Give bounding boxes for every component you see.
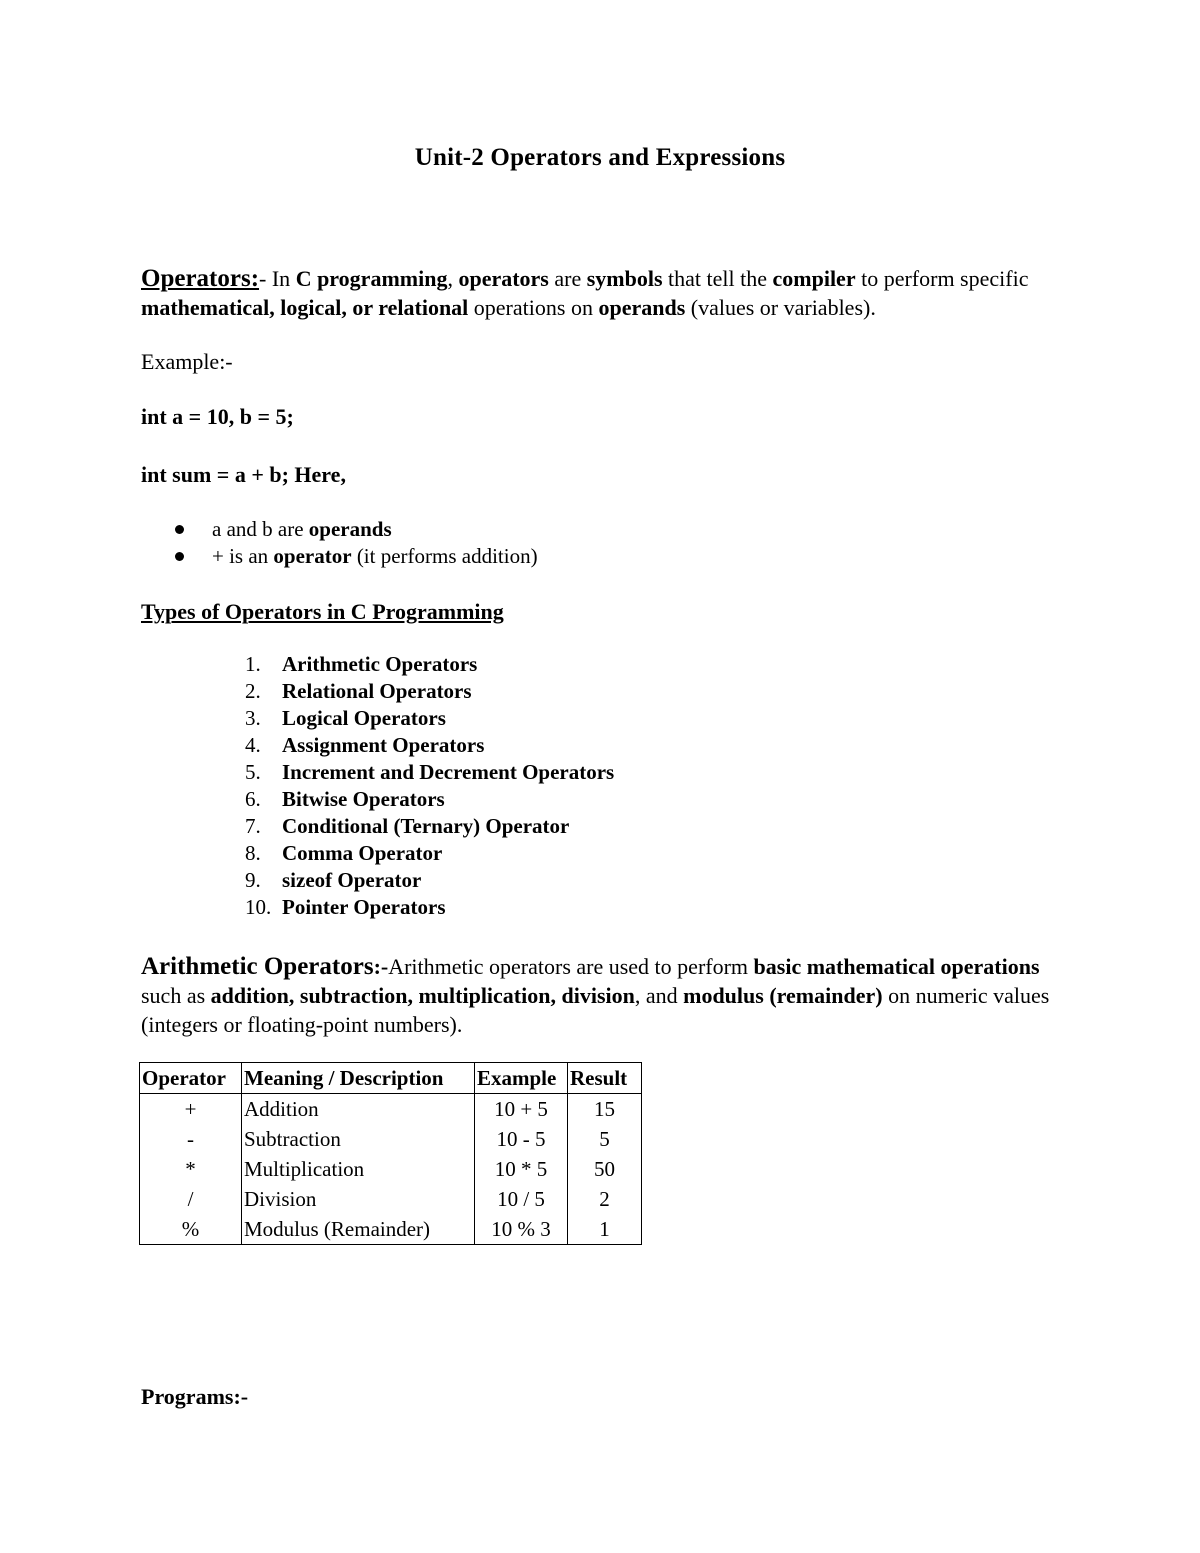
table-cell: Division bbox=[242, 1184, 475, 1214]
list-label: sizeof Operator bbox=[282, 868, 422, 892]
arith-bold: modulus (remainder) bbox=[683, 983, 883, 1008]
intro-bold: operands bbox=[598, 295, 686, 320]
operators-definition bbox=[141, 264, 1061, 322]
code-line-2: int sum = a + b; Here, bbox=[141, 462, 346, 487]
table-cell: 2 bbox=[568, 1184, 642, 1214]
list-item bbox=[245, 894, 446, 920]
table-row bbox=[140, 1124, 642, 1154]
arith-text: :- bbox=[373, 954, 389, 979]
bullet-icon bbox=[175, 525, 184, 534]
programs-label: Programs:- bbox=[141, 1384, 249, 1409]
list-label: Pointer Operators bbox=[282, 895, 446, 919]
list-number: 1. bbox=[245, 652, 261, 676]
list-label: Arithmetic Operators bbox=[282, 652, 478, 676]
list-number: 5. bbox=[245, 760, 261, 784]
bullet-text: + is an bbox=[212, 544, 274, 568]
table-cell: Addition bbox=[242, 1094, 475, 1125]
table-cell: Modulus (Remainder) bbox=[242, 1214, 475, 1245]
operators-heading: Operators: bbox=[141, 265, 260, 292]
list-number: 7. bbox=[245, 814, 261, 838]
arithmetic-operators-table bbox=[139, 1062, 642, 1245]
intro-bold: C programming bbox=[295, 266, 448, 291]
bullet-text: (it performs addition) bbox=[351, 544, 538, 568]
list-label: Bitwise Operators bbox=[282, 787, 445, 811]
table-cell: / bbox=[140, 1184, 242, 1214]
table-cell: Multiplication bbox=[242, 1154, 475, 1184]
arith-text: , and bbox=[634, 983, 684, 1008]
types-heading: Types of Operators in C Programming bbox=[141, 599, 504, 624]
code-line-1: int a = 10, b = 5; bbox=[141, 404, 294, 429]
list-item bbox=[245, 813, 569, 839]
bullet-bold: operands bbox=[308, 517, 392, 541]
table-cell: - bbox=[140, 1124, 242, 1154]
table-cell: 10 - 5 bbox=[475, 1124, 568, 1154]
table-header-row bbox=[140, 1063, 642, 1094]
table-cell: 10 + 5 bbox=[475, 1094, 568, 1125]
intro-bold: compiler bbox=[772, 266, 856, 291]
table-cell: 10 % 3 bbox=[475, 1214, 568, 1245]
table-cell: Subtraction bbox=[242, 1124, 475, 1154]
example-label: Example:- bbox=[141, 349, 233, 374]
list-label: Comma Operator bbox=[282, 841, 443, 865]
table-row bbox=[140, 1154, 642, 1184]
table-cell: 10 / 5 bbox=[475, 1184, 568, 1214]
table-row bbox=[140, 1094, 642, 1125]
table-row bbox=[140, 1184, 642, 1214]
list-item bbox=[245, 786, 445, 812]
intro-bold: operators bbox=[458, 266, 549, 291]
bullet-bold: operator bbox=[273, 544, 352, 568]
table-cell: 1 bbox=[568, 1214, 642, 1245]
list-item bbox=[245, 759, 614, 785]
table-cell: 15 bbox=[568, 1094, 642, 1125]
list-number: 4. bbox=[245, 733, 261, 757]
list-item bbox=[245, 651, 477, 677]
table-cell: 5 bbox=[568, 1124, 642, 1154]
table-cell: % bbox=[140, 1214, 242, 1245]
arith-bold: addition, subtraction, multiplication, division bbox=[210, 983, 635, 1008]
intro-text: (values or variables). bbox=[685, 295, 876, 320]
bullet-text: a and b are bbox=[212, 517, 309, 541]
list-label: Logical Operators bbox=[282, 706, 446, 730]
list-number: 2. bbox=[245, 679, 261, 703]
column-header: Result bbox=[568, 1063, 642, 1094]
intro-text: operations on bbox=[468, 295, 599, 320]
table-cell: + bbox=[140, 1094, 242, 1125]
column-header: Example bbox=[475, 1063, 568, 1094]
intro-bold: mathematical, logical, or relational bbox=[141, 295, 469, 320]
list-item bbox=[245, 705, 446, 731]
intro-bold: symbols bbox=[586, 266, 663, 291]
list-item bbox=[245, 732, 484, 758]
list-number: 10. bbox=[245, 895, 272, 919]
table-cell: * bbox=[140, 1154, 242, 1184]
intro-text: are bbox=[548, 266, 587, 291]
column-header: Meaning / Description bbox=[242, 1063, 475, 1094]
list-label: Relational Operators bbox=[282, 679, 472, 703]
intro-text: - In bbox=[259, 266, 296, 291]
arith-text: such as bbox=[141, 983, 211, 1008]
arith-text: Arithmetic operators are used to perform bbox=[388, 954, 754, 979]
list-label: Assignment Operators bbox=[282, 733, 485, 757]
page-title: Unit-2 Operators and Expressions bbox=[414, 144, 786, 171]
bullet-icon bbox=[175, 552, 184, 561]
arith-text: on numeric values (integers or floating-point numbers). bbox=[141, 983, 1050, 1037]
list-item bbox=[245, 678, 472, 704]
intro-text: , bbox=[447, 266, 459, 291]
list-number: 9. bbox=[245, 868, 261, 892]
list-label: Increment and Decrement Operators bbox=[282, 760, 615, 784]
arithmetic-definition bbox=[141, 952, 1066, 1039]
intro-text: that tell the bbox=[662, 266, 773, 291]
intro-text: to perform specific bbox=[855, 266, 1029, 291]
list-item bbox=[245, 867, 421, 893]
column-header: Operator bbox=[140, 1063, 242, 1094]
list-label: Conditional (Ternary) Operator bbox=[282, 814, 570, 838]
list-number: 6. bbox=[245, 787, 261, 811]
list-item bbox=[245, 840, 442, 866]
list-number: 8. bbox=[245, 841, 261, 865]
list-number: 3. bbox=[245, 706, 261, 730]
table-cell: 10 * 5 bbox=[475, 1154, 568, 1184]
arithmetic-heading: Arithmetic Operators bbox=[141, 953, 374, 980]
table-cell: 50 bbox=[568, 1154, 642, 1184]
table-row bbox=[140, 1214, 642, 1245]
arith-bold: basic mathematical operations bbox=[753, 954, 1040, 979]
